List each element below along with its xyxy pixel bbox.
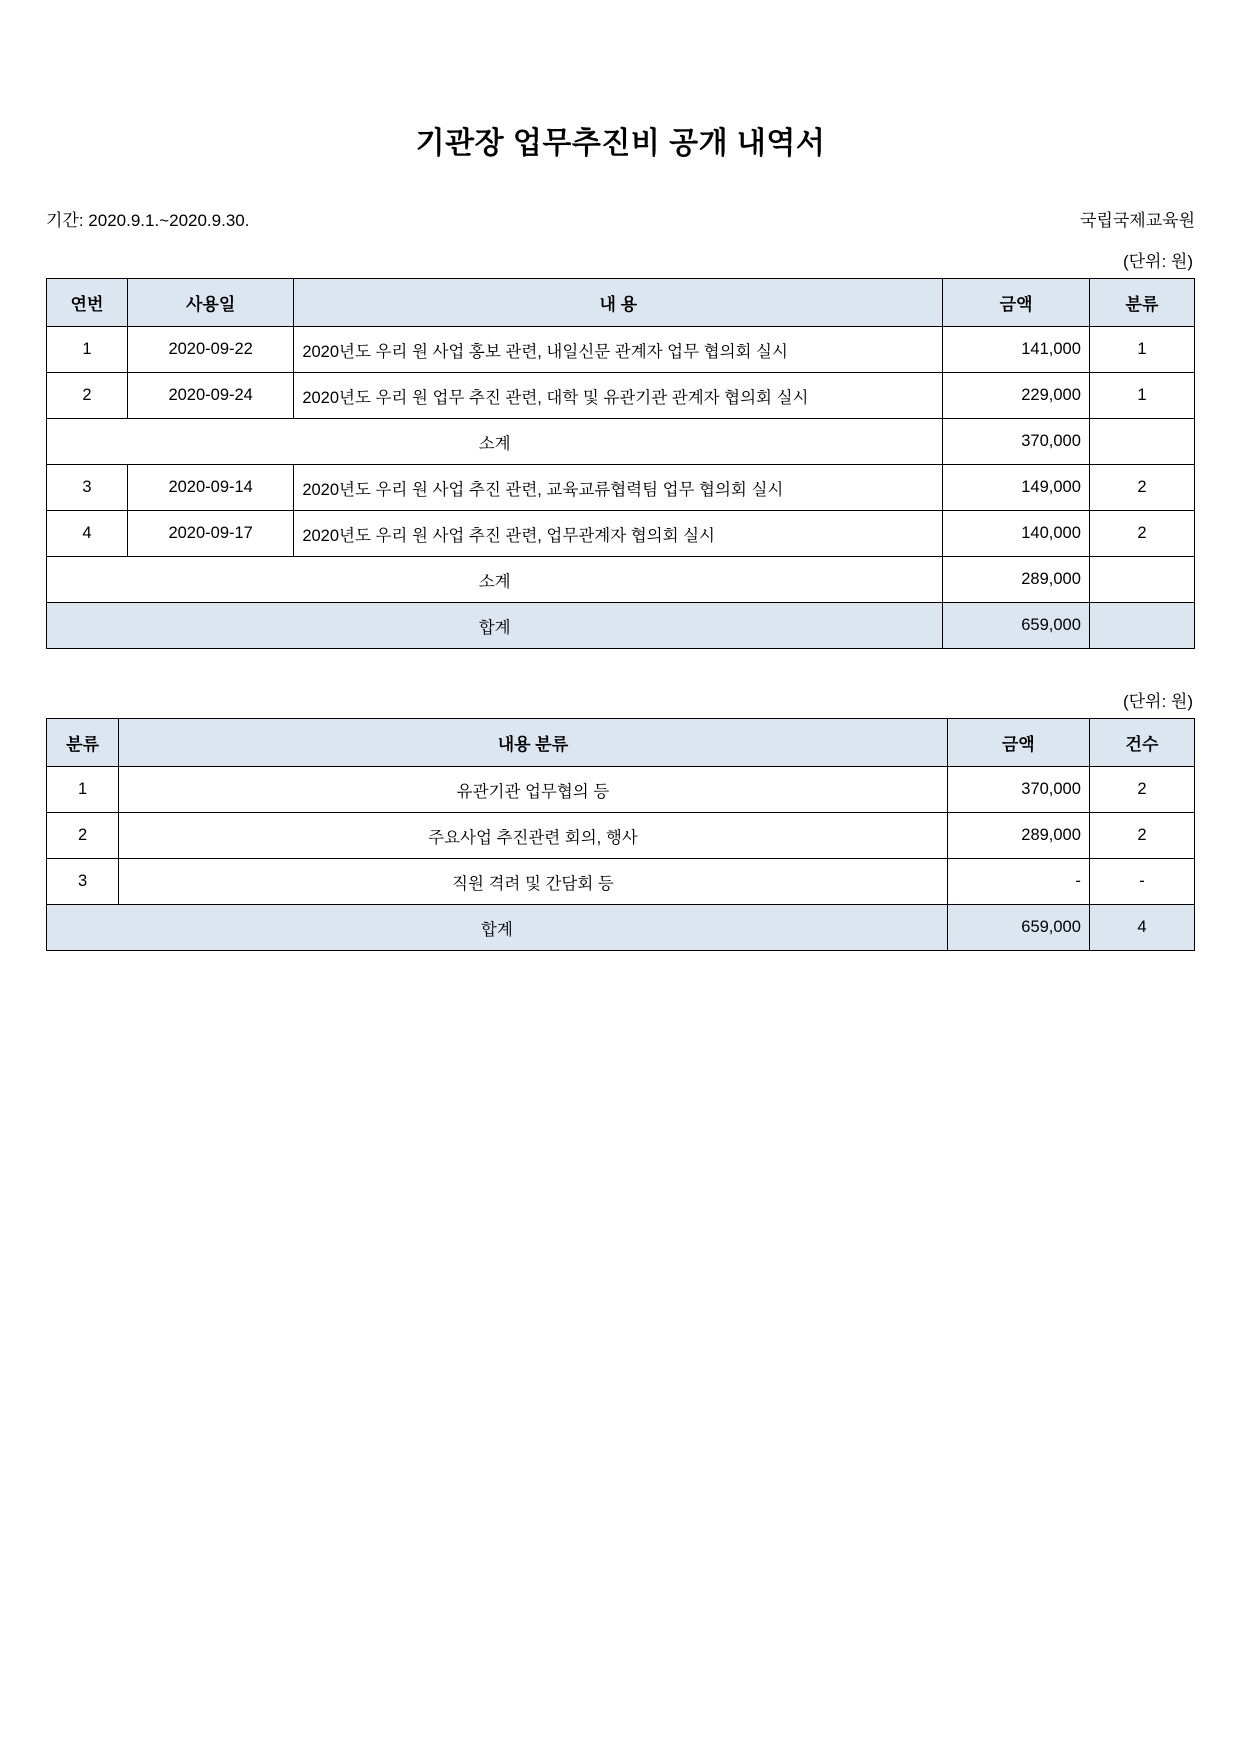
subtotal-amount: 289,000 [943, 557, 1090, 603]
cell-amount: 370,000 [947, 767, 1089, 813]
cell-category: 2 [1089, 511, 1194, 557]
total-count: 4 [1089, 905, 1194, 951]
cell-category-name: 유관기관 업무협의 등 [119, 767, 947, 813]
cell-category-name: 직원 격려 및 간담회 등 [119, 859, 947, 905]
cell-date: 2020-09-24 [127, 373, 293, 419]
header-amount: 금액 [943, 279, 1090, 327]
subtotal-amount: 370,000 [943, 419, 1090, 465]
total-amount: 659,000 [947, 905, 1089, 951]
cell-no: 2 [47, 813, 119, 859]
header-category: 분류 [47, 719, 119, 767]
document-meta [46, 206, 1195, 231]
table-row [47, 813, 1195, 859]
header-no: 연번 [47, 279, 128, 327]
subtotal-label: 소계 [47, 557, 943, 603]
cell-no: 2 [47, 373, 128, 419]
cell-amount: 289,000 [947, 813, 1089, 859]
table-header-row [47, 719, 1195, 767]
cell-category-name: 주요사업 추진관련 회의, 행사 [119, 813, 947, 859]
period-label: 기간: 2020.9.1.~2020.9.30. [46, 211, 250, 230]
total-label: 합계 [47, 905, 948, 951]
cell-category: 1 [1089, 373, 1194, 419]
cell-no: 1 [47, 327, 128, 373]
table-row [47, 465, 1195, 511]
cell-no: 1 [47, 767, 119, 813]
header-amount: 금액 [947, 719, 1089, 767]
cell-content: 2020년도 우리 원 업무 추진 관련, 대학 및 유관기관 관계자 협의회 실시 [294, 373, 943, 419]
cell-content: 2020년도 우리 원 사업 추진 관련, 업무관계자 협의회 실시 [294, 511, 943, 557]
cell-amount: 149,000 [943, 465, 1090, 511]
cell-count: - [1089, 859, 1194, 905]
subtotal-row [47, 557, 1195, 603]
organization-label: 국립국제교육원 [1080, 211, 1195, 230]
subtotal-row [47, 419, 1195, 465]
page-title: 기관장 업무추진비 공개 내역서 [415, 127, 826, 160]
subtotal-label: 소계 [47, 419, 943, 465]
cell-content: 2020년도 우리 원 사업 홍보 관련, 내일신문 관계자 업무 협의회 실시 [294, 327, 943, 373]
total-category [1089, 603, 1194, 649]
total-row [47, 603, 1195, 649]
table-row [47, 327, 1195, 373]
total-label: 합계 [47, 603, 943, 649]
header-content: 내 용 [294, 279, 943, 327]
summary-table [46, 718, 1195, 951]
cell-count: 2 [1089, 813, 1194, 859]
cell-date: 2020-09-17 [127, 511, 293, 557]
table-row [47, 859, 1195, 905]
cell-date: 2020-09-22 [127, 327, 293, 373]
subtotal-category [1089, 419, 1194, 465]
cell-amount: 141,000 [943, 327, 1090, 373]
header-count: 건수 [1089, 719, 1194, 767]
cell-content: 2020년도 우리 원 사업 추진 관련, 교육교류협력팀 업무 협의회 실시 [294, 465, 943, 511]
table-row [47, 767, 1195, 813]
table-row [47, 373, 1195, 419]
header-date: 사용일 [127, 279, 293, 327]
unit-note-summary: (단위: 원) [1122, 692, 1193, 711]
cell-no: 4 [47, 511, 128, 557]
total-amount: 659,000 [943, 603, 1090, 649]
header-category-name: 내용 분류 [119, 719, 947, 767]
cell-date: 2020-09-14 [127, 465, 293, 511]
unit-note-detail: (단위: 원) [1122, 252, 1193, 271]
cell-category: 2 [1089, 465, 1194, 511]
table-row [47, 511, 1195, 557]
cell-no: 3 [47, 859, 119, 905]
header-category: 분류 [1089, 279, 1194, 327]
cell-amount: 229,000 [943, 373, 1090, 419]
cell-category: 1 [1089, 327, 1194, 373]
detail-table [46, 278, 1195, 649]
subtotal-category [1089, 557, 1194, 603]
cell-amount: - [947, 859, 1089, 905]
cell-no: 3 [47, 465, 128, 511]
cell-count: 2 [1089, 767, 1194, 813]
total-row [47, 905, 1195, 951]
table-header-row [47, 279, 1195, 327]
cell-amount: 140,000 [943, 511, 1090, 557]
